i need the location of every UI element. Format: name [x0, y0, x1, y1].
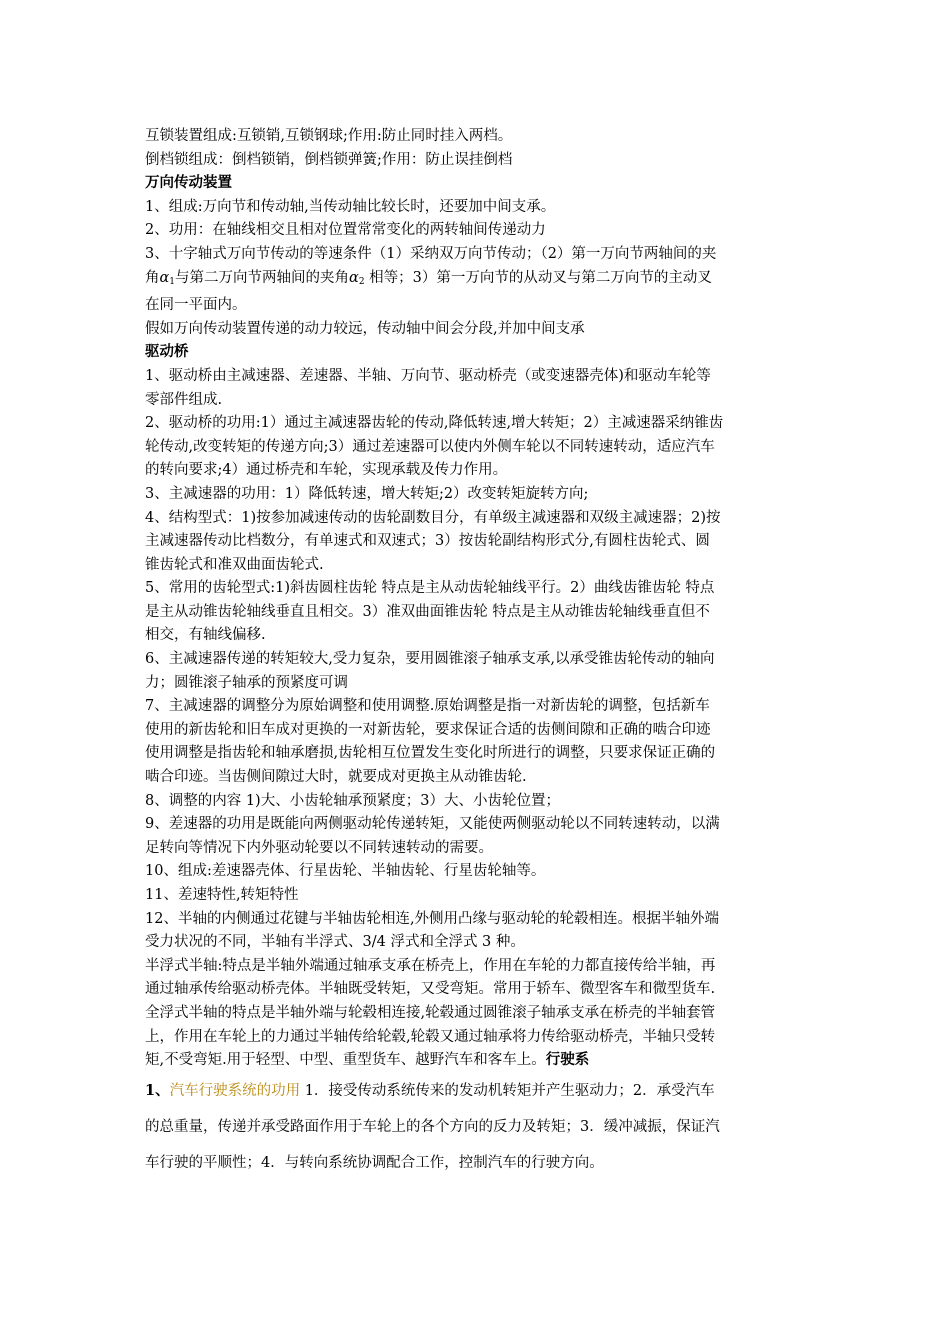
- paragraph-line: 全浮式半轴的特点是半轴外端与轮毂相连接,轮毂通过圆锥滚子轴承支承在桥壳的半轴套管: [145, 1004, 716, 1021]
- paragraph-line: 使用调整是指齿轮和轴承磨损,齿轮相互位置发生变化时所进行的调整，只要求保证正确的: [145, 745, 716, 762]
- text-segment: 矩,不受弯矩.用于轻型、中型、重型货车、越野汽车和客车上。: [145, 1052, 546, 1069]
- paragraph-line: 11、差速特性,转矩特性: [145, 887, 299, 903]
- paragraph-line: 7、主减速器的调整分为原始调整和使用调整.原始调整是指一对新齿轮的调整，包括新车: [145, 698, 710, 715]
- paragraph-line: 在同一平面内。: [145, 297, 247, 314]
- paragraph-line: 通过轴承传给驱动桥壳体。半轴既受转矩，又受弯矩。常用于轿车、微型客车和微型货车.: [145, 981, 716, 998]
- subscript: 1: [169, 276, 176, 287]
- paragraph-line: 锥齿轮式和准双曲面齿轮式.: [145, 556, 324, 573]
- paragraph-line: [145, 1049, 810, 1073]
- paragraph-line: 的转向要求;4）通过桥壳和车轮，实现承载及传力作用。: [145, 462, 508, 479]
- paragraph-line: 假如万向传动装置传递的动力较远，传动轴中间会分段,并加中间支承: [145, 320, 585, 337]
- paragraph-line: 1、驱动桥由主减速器、差速器、半轴、万向节、驱动桥壳（或变速器壳体)和驱动车轮等: [145, 367, 711, 384]
- text-segment: 相等；3）第一万向节的从动叉与第二万向节的主动叉: [364, 269, 712, 286]
- paragraph-line: 啮合印迹。当齿侧间隙过大时，就要成对更换主从动锥齿轮.: [145, 769, 527, 786]
- paragraph-line: 3、主减速器的功用：1）降低转速，增大转矩;2）改变转矩旋转方向;: [145, 485, 589, 502]
- paragraph-line: 主减速器传动比档数分，有单速式和双速式；3）按齿轮副结构形式分,有圆柱齿轮式、圆: [145, 533, 710, 550]
- paragraph-line: 倒档锁组成：倒档锁销，倒档锁弹簧;作用：防止误挂倒档: [145, 151, 513, 168]
- paragraph-line: 受力状况的不同，半轴有半浮式、3/4 浮式和全浮式 3 种。: [145, 934, 525, 951]
- section-heading-running-system: 行驶系: [545, 1052, 590, 1069]
- paragraph-line: 互锁装置组成:互锁销,互锁钢球;作用:防止同时挂入两档。: [145, 128, 513, 144]
- paragraph-line: 零部件组成.: [145, 391, 223, 408]
- text-segment: 与第二万向节两轴间的夹角: [175, 269, 350, 286]
- text-segment: 角: [145, 269, 160, 286]
- paragraph-line: 上，作用在车轮上的力通过半轴传给轮毂,轮毂又通过轴承将力传给驱动桥壳，半轴只受转: [145, 1028, 716, 1045]
- highlighted-term: 汽车行驶系统的功用: [169, 1082, 301, 1099]
- section-heading-drive-axle: 驱动桥: [145, 344, 189, 361]
- paragraph-line: 是主从动锥齿轮轴线垂直且相交。3）准双曲面锥齿轮 特点是主从动锥齿轮轴线垂直但不: [145, 603, 710, 620]
- paragraph-line: 足转向等情况下内外驱动轮要以不同转速转动的需要。: [145, 839, 493, 856]
- paragraph-line: [145, 267, 810, 295]
- paragraph-line: 9、差速器的功用是既能向两侧驱动轮传递转矩，又能使两侧驱动轮以不同转速转动，以满: [145, 816, 720, 833]
- paragraph-line: 4、结构型式：1)按参加减速传动的齿轮副数目分，有单级主减速器和双级主减速器；2)按: [145, 509, 721, 526]
- paragraph-line: 半浮式半轴:特点是半轴外端通过轴承支承在桥壳上，作用在车轮的力都直接传给半轴，再: [145, 957, 716, 974]
- paragraph-line: 力；圆锥滚子轴承的预紧度可调: [145, 674, 348, 691]
- paragraph-line: [145, 1073, 810, 1109]
- paragraph-line: 使用的新齿轮和旧车成对更换的一对新齿轮，要求保证合适的齿侧间隙和正确的啮合印迹: [145, 721, 711, 738]
- paragraph-line: 1、组成:万向节和传动轴,当传动轴比较长时，还要加中间支承。: [145, 198, 556, 215]
- alpha-symbol: α: [349, 269, 359, 286]
- list-number: 1、: [145, 1081, 170, 1099]
- paragraph-line: 3、十字轴式万向节传动的等速条件（1）采纳双万向节传动；（2）第一万向节两轴间的夹: [145, 245, 717, 262]
- paragraph-line: 轮传动,改变转矩的传递方向;3）通过差速器可以使内外侧车轮以不同转速转动，适应汽车: [145, 438, 715, 455]
- paragraph-line: 2、功用：在轴线相交且相对位置常常变化的两转轴间传递动力: [145, 222, 546, 239]
- subscript: 2: [358, 276, 365, 287]
- text-segment: 1．接受传动系统传来的发动机转矩并产生驱动力；2．承受汽车: [300, 1082, 715, 1099]
- paragraph-line: 车行驶的平顺性；4．与转向系统协调配合工作，控制汽车的行驶方向。: [145, 1154, 604, 1171]
- paragraph-line: 相交，有轴线偏移.: [145, 627, 266, 644]
- alpha-symbol: α: [159, 269, 170, 286]
- paragraph-line: 12、半轴的内侧通过花键与半轴齿轮相连,外侧用凸缘与驱动轮的轮毂相连。根据半轴外端: [145, 910, 720, 927]
- paragraph-line: 的总重量，传递并承受路面作用于车轮上的各个方向的反力及转矩；3．缓冲减振，保证汽: [145, 1118, 720, 1135]
- paragraph-line: 8、调整的内容 1)大、小齿轮轴承预紧度；3）大、小齿轮位置；: [145, 792, 560, 809]
- document-body: [145, 125, 810, 1181]
- section-heading-universal-joint: 万向传动装置: [145, 175, 232, 192]
- paragraph-line: 2、驱动桥的功用:1）通过主减速器齿轮的传动,降低转速,增大转矩；2）主减速器采纳锥齿: [145, 415, 724, 432]
- paragraph-line: 10、组成:差速器壳体、行星齿轮、半轴齿轮、行星齿轮轴等。: [145, 863, 546, 880]
- paragraph-line: 6、主减速器传递的转矩较大,受力复杂，要用圆锥滚子轴承支承,以承受锥齿轮传动的轴向: [145, 651, 715, 668]
- paragraph-line: 5、常用的齿轮型式:1)斜齿圆柱齿轮 特点是主从动齿轮轴线平行。2）曲线齿锥齿轮 特点: [145, 580, 715, 597]
